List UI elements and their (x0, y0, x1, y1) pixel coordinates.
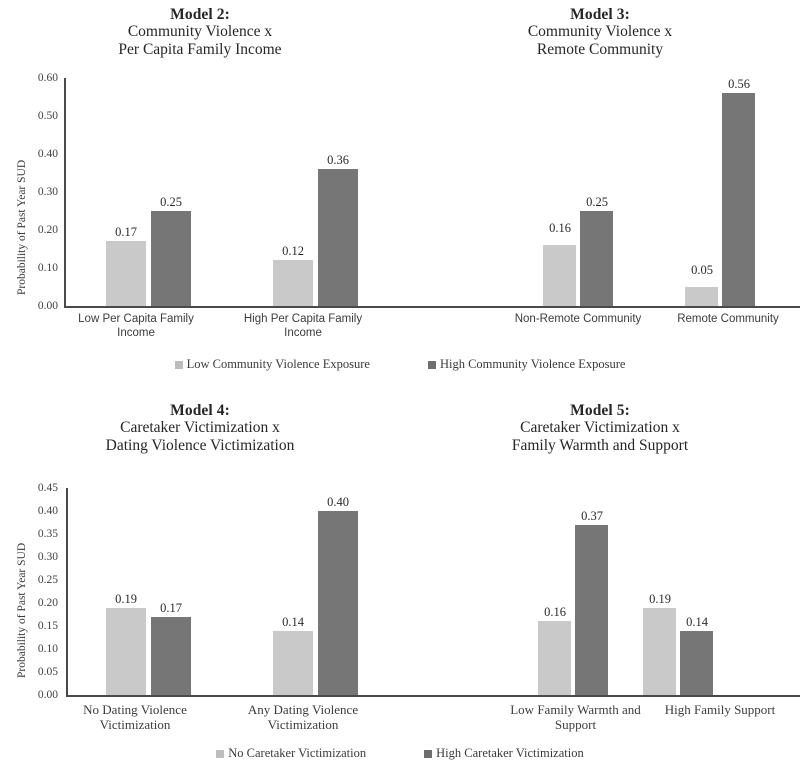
y-tick-0.50: 0.50 (37, 110, 58, 122)
legend-top (0, 357, 800, 372)
y-tick-0.45: 0.45 (37, 482, 58, 494)
x-category-label-model2-1-line2: Income (117, 326, 155, 339)
legend-label-low: No Caretaker Victimization (228, 746, 367, 760)
chart-title-line2: Community Violence x (527, 23, 673, 41)
bar-value-model2-cat1-high: 0.25 (160, 195, 182, 209)
legend-label-high: High Community Violence Exposure (439, 357, 626, 371)
bar-value-model5-cat1-low: 0.16 (544, 605, 566, 620)
y-tick-0.00: 0.00 (37, 300, 58, 312)
legend-entry-no-caretaker-victimization[interactable] (216, 746, 366, 761)
y-tick-0.00: 0.00 (37, 689, 58, 701)
bar-value-model2-cat2-low: 0.12 (282, 244, 304, 259)
bar-model5-cat1-low[interactable] (538, 621, 571, 695)
bar-value-model3-cat1-low: 0.16 (549, 221, 571, 236)
y-tick-0.30: 0.30 (37, 551, 58, 563)
chart-title-line1: Model 4: (170, 402, 230, 419)
x-category-label-model3-1 (508, 313, 648, 327)
bar-value-model4-cat2-low: 0.14 (282, 614, 304, 629)
x-category-label-model2-2-line1: High Per Capita Family (243, 313, 363, 325)
bar-value-model4-cat1-low: 0.19 (115, 591, 137, 606)
bar-model4-cat1-high[interactable] (151, 617, 191, 695)
bar-model4-cat1-low[interactable] (106, 608, 146, 695)
bar-value-model2-cat1-low: 0.17 (115, 225, 137, 240)
legend-entry-low-community-violence[interactable] (175, 357, 370, 372)
chart-title-line1: Model 5: (570, 402, 630, 419)
chart-panel-model5 (400, 390, 800, 779)
bar-value-model5-cat1-high: 0.37 (581, 508, 603, 523)
y-tick-0.20: 0.20 (37, 597, 58, 609)
x-category-label-model4-1 (60, 702, 210, 733)
x-category-label-model5-1-line1: Low Family Warmth and (510, 702, 641, 717)
bar-value-model4-cat1-high: 0.17 (160, 600, 182, 615)
bar-model3-cat1-low[interactable] (543, 245, 576, 306)
plot-area-model5 (400, 488, 800, 695)
x-axis-line-model4 (66, 695, 400, 697)
bottom-chart-row (0, 390, 800, 779)
bar-value-model3-cat1-high: 0.25 (586, 195, 608, 209)
x-category-label-model4-2-line1: Any Dating Violence (247, 702, 359, 717)
x-category-label-model2-1 (66, 313, 206, 340)
x-category-label-model2-2-line2: Income (284, 326, 322, 339)
bar-value-model2-cat2-high: 0.36 (327, 153, 349, 168)
y-tick-0.05: 0.05 (37, 666, 58, 678)
chart-panel-model3 (400, 0, 800, 390)
bar-model2-cat1-high[interactable] (151, 211, 191, 306)
y-tick-0.30: 0.30 (37, 186, 58, 198)
x-category-label-model5-2-line1: High Family Support (664, 702, 776, 717)
bar-value-model4-cat2-high: 0.40 (327, 495, 349, 509)
chart-title-line3: Per Capita Family Income (118, 40, 282, 58)
y-axis-title-model4: Probability of Past Year SUD (16, 542, 28, 678)
x-category-label-model5-1 (498, 702, 653, 733)
x-category-label-model4-2-line2: Victimization (267, 717, 339, 733)
y-tick-0.25: 0.25 (37, 574, 58, 586)
chart-title-model5 (400, 402, 800, 454)
x-category-label-model4-1-line2: Victimization (99, 717, 171, 733)
bar-value-model3-cat2-low: 0.05 (691, 263, 713, 277)
x-category-label-model3-2-line1: Remote Community (677, 313, 779, 325)
bar-value-model3-cat2-high: 0.56 (728, 77, 750, 92)
y-tick-0.35: 0.35 (37, 528, 58, 540)
chart-title-model2 (0, 6, 400, 58)
bar-model4-cat2-low[interactable] (273, 631, 313, 695)
bar-model2-cat1-low[interactable] (106, 241, 146, 306)
bar-model4-cat2-high[interactable] (318, 511, 358, 695)
plot-area-model4 (68, 488, 400, 695)
legend-swatch-icon-low (175, 361, 183, 369)
y-tick-0.60: 0.60 (37, 72, 58, 84)
plot-area-model3 (400, 78, 800, 306)
chart-title-line2: Community Violence x (127, 23, 273, 41)
chart-title-line2: Caretaker Victimization x (520, 419, 680, 437)
y-axis-title-model2: Probability of Past Year SUD (16, 159, 28, 295)
chart-title-line1: Model 2: (170, 6, 230, 23)
legend-entry-high-community-violence[interactable] (428, 357, 625, 372)
chart-title-model3 (400, 6, 800, 58)
chart-title-model4 (0, 402, 400, 454)
chart-title-line1: Model 3: (570, 6, 630, 23)
chart-panel-model4 (0, 390, 400, 779)
bar-model2-cat2-low[interactable] (273, 260, 313, 306)
chart-title-line2: Caretaker Victimization x (120, 419, 280, 437)
x-category-label-model5-2 (650, 702, 790, 717)
x-category-label-model3-1-line1: Non-Remote Community (514, 313, 642, 325)
legend-entry-high-caretaker-victimization[interactable] (424, 746, 584, 761)
bar-model3-cat2-low[interactable] (685, 287, 718, 306)
y-tick-0.40: 0.40 (37, 505, 58, 517)
x-category-label-model3-2 (658, 313, 798, 327)
y-tick-0.10: 0.10 (37, 643, 58, 655)
bar-value-model5-cat2-low: 0.19 (649, 591, 671, 606)
y-tick-0.20: 0.20 (37, 224, 58, 236)
legend-label-low: Low Community Violence Exposure (186, 357, 370, 371)
legend-swatch-icon-low (216, 750, 224, 758)
chart-title-line3: Remote Community (536, 40, 664, 58)
x-category-label-model2-2 (233, 313, 373, 340)
legend-bottom (0, 746, 800, 761)
x-category-label-model4-1-line1: No Dating Violence (83, 702, 187, 717)
y-tick-0.15: 0.15 (37, 620, 58, 632)
y-tick-0.40: 0.40 (37, 148, 58, 160)
plot-area-model2 (66, 78, 400, 306)
bar-value-model5-cat2-high: 0.14 (686, 614, 708, 629)
x-category-label-model2-1-line1: Low Per Capita Family (78, 313, 194, 325)
chart-title-line3: Dating Violence Victimization (105, 436, 295, 454)
legend-swatch-icon-high (428, 361, 436, 369)
legend-swatch-icon-high (424, 750, 432, 758)
x-axis-line-model3 (400, 306, 800, 308)
x-category-label-model4-2 (228, 702, 378, 733)
legend-label-high: High Caretaker Victimization (436, 746, 584, 760)
chart-panel-model2 (0, 0, 400, 390)
x-category-label-model5-1-line2: Support (554, 717, 597, 733)
bar-model2-cat2-high[interactable] (318, 169, 358, 306)
bar-model5-cat2-high[interactable] (680, 631, 713, 695)
x-axis-line-model5 (400, 695, 800, 697)
chart-title-line3: Family Warmth and Support (511, 436, 689, 454)
x-axis-line-model2 (64, 306, 400, 308)
y-tick-0.10: 0.10 (37, 262, 58, 274)
